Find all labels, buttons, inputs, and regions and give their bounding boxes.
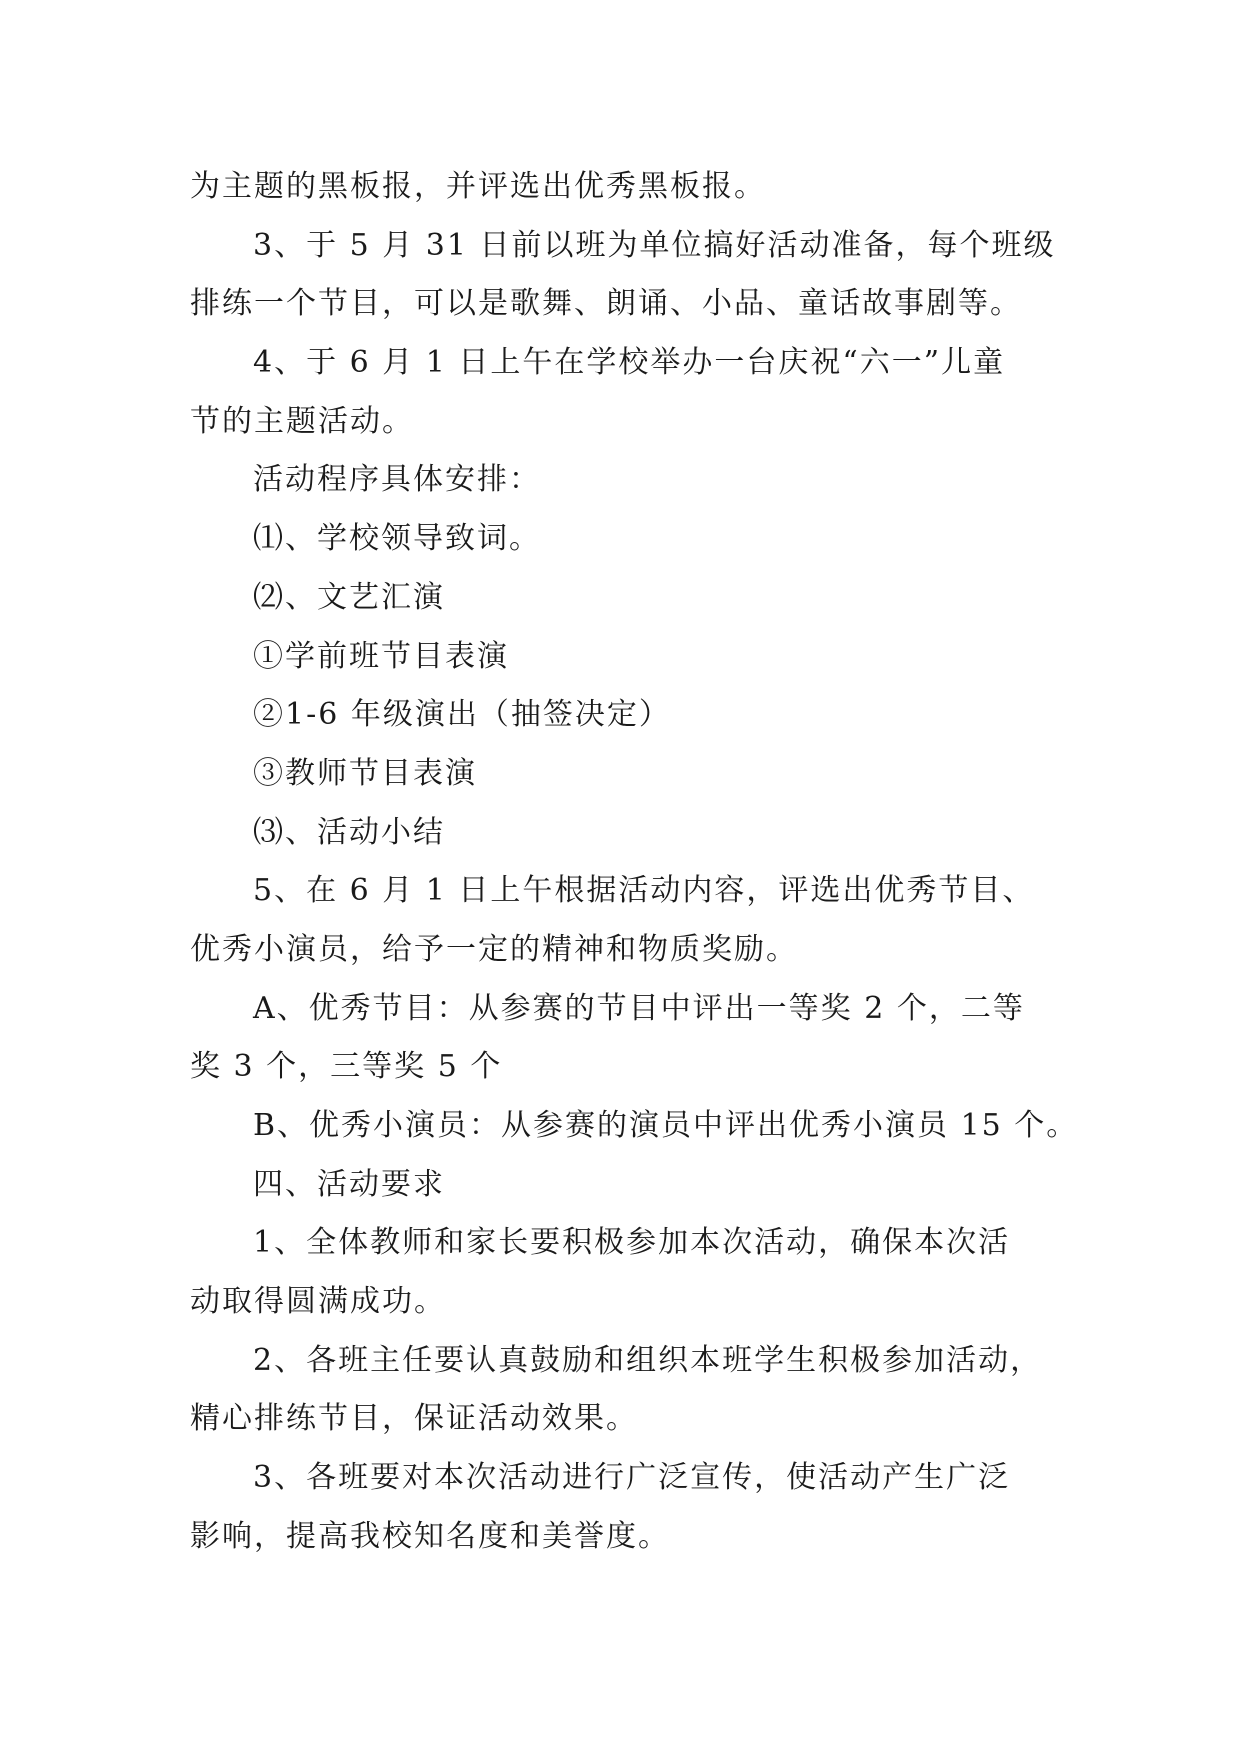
list-item: ⑴、学校领导致词。 bbox=[253, 521, 541, 557]
text-line: 排练一个节目，可以是歌舞、朗诵、小品、童话故事剧等。 bbox=[190, 286, 1022, 322]
text-line: 为主题的黑板报，并评选出优秀黑板报。 bbox=[190, 169, 766, 204]
text-line: 1、全体教师和家长要积极参加本次活动，确保本次活 bbox=[253, 1225, 1011, 1261]
text-line: 3、于 5 月 31 日前以班为单位搞好活动准备，每个班级 bbox=[253, 227, 1056, 263]
text-line: 动取得圆满成功。 bbox=[190, 1284, 446, 1320]
text-line: 奖 3 个，三等奖 5 个 bbox=[190, 1049, 503, 1085]
text-line: A、优秀节目：从参赛的节目中评出一等奖 2 个，二等 bbox=[253, 990, 1025, 1026]
text-line: 4、于 6 月 1 日上午在学校举办一台庆祝“六一”儿童 bbox=[253, 345, 1006, 381]
sub-list-item: ③教师节目表演 bbox=[253, 755, 477, 791]
text-line: 影响，提高我校知名度和美誉度。 bbox=[190, 1518, 670, 1554]
text-line: 优秀小演员，给予一定的精神和物质奖励。 bbox=[190, 931, 798, 967]
text-line: 精心排练节目，保证活动效果。 bbox=[190, 1401, 638, 1437]
text-line: 5、在 6 月 1 日上午根据活动内容，评选出优秀节目、 bbox=[253, 873, 1035, 909]
text-line: 节的主题活动。 bbox=[190, 403, 414, 439]
section-heading: 四、活动要求 bbox=[253, 1166, 445, 1202]
list-item: ⑵、文艺汇演 bbox=[253, 579, 445, 615]
document-body bbox=[190, 158, 1079, 1567]
text-line: 2、各班主任要认真鼓励和组织本班学生积极参加活动， bbox=[253, 1342, 1043, 1378]
text-line: 3、各班要对本次活动进行广泛宣传，使活动产生广泛 bbox=[253, 1460, 1011, 1496]
sub-list-item: ②1-6 年级演出（抽签决定） bbox=[253, 697, 671, 733]
text-line: B、优秀小演员：从参赛的演员中评出优秀小演员 15 个。 bbox=[253, 1108, 1079, 1143]
section-label: 活动程序具体安排： bbox=[253, 462, 541, 498]
sub-list-item: ①学前班节目表演 bbox=[253, 638, 509, 674]
list-item: ⑶、活动小结 bbox=[253, 814, 445, 850]
